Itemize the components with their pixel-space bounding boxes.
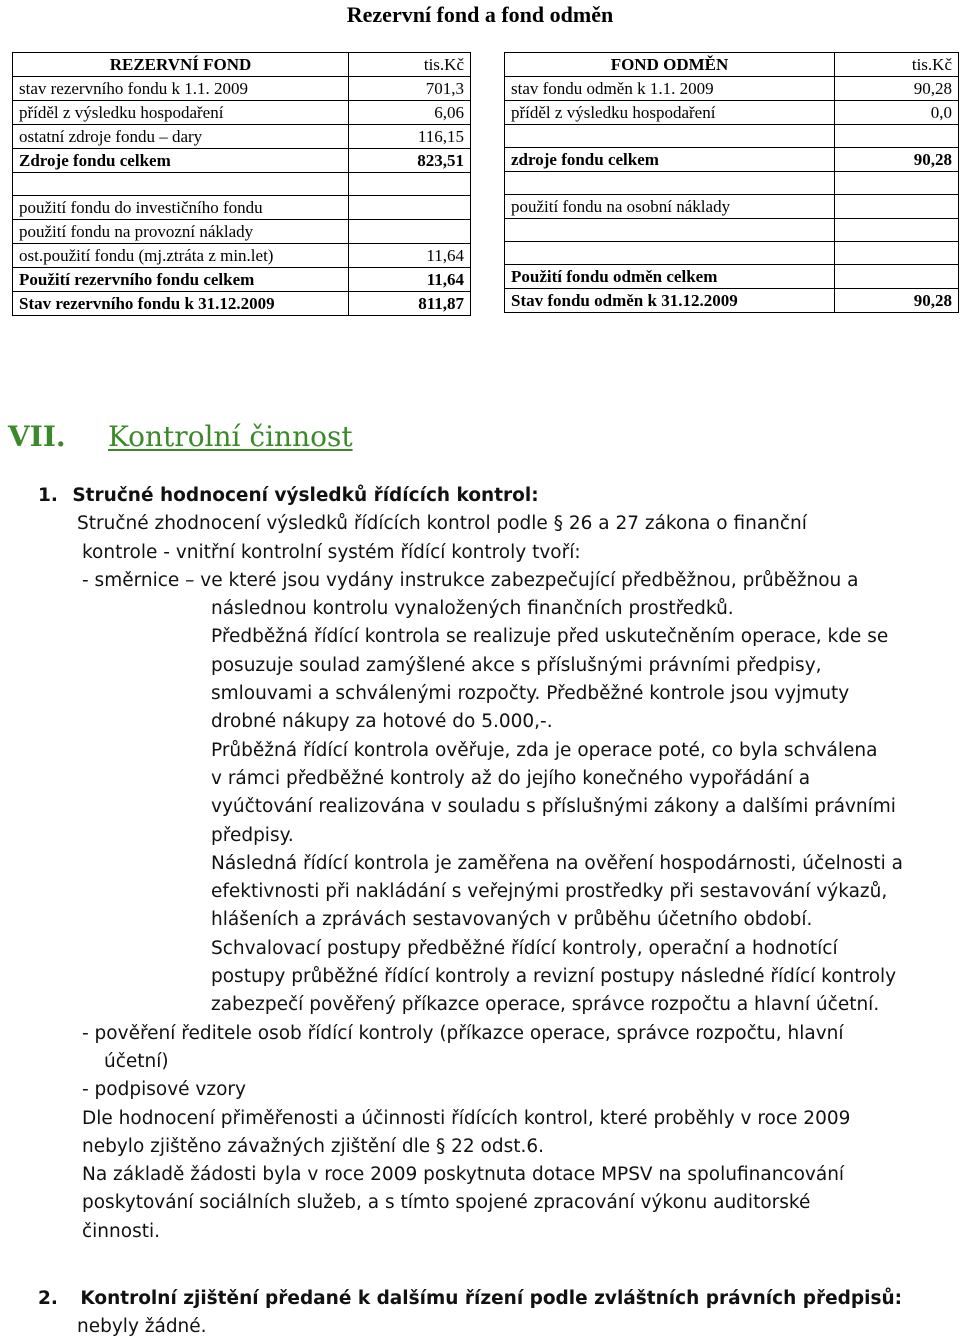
paragraph-line: efektivnosti při nakládání s veřejnými prostředky při sestavování výkazů, bbox=[211, 881, 888, 903]
row-label: Stav fondu odměn k 31.12.2009 bbox=[505, 289, 835, 313]
table-row bbox=[505, 77, 959, 101]
row-label: Použití rezervního fondu celkem bbox=[13, 268, 349, 292]
row-label: příděl z výsledku hospodaření bbox=[13, 101, 349, 125]
paragraph-line: Schvalovací postupy předběžné řídící kontroly, operační a hodnotící bbox=[211, 937, 838, 959]
row-label: ost.použití fondu (mj.ztráta z min.let) bbox=[13, 244, 349, 268]
table-row bbox=[13, 101, 471, 125]
subsection-2-heading bbox=[0, 1285, 960, 1313]
table-row bbox=[505, 289, 959, 313]
reserve-fund-table bbox=[12, 52, 471, 316]
table-row bbox=[505, 148, 959, 172]
paragraph-line: Následná řídící kontrola je zaměřena na ověření hospodárnosti, účelnosti a bbox=[211, 852, 904, 874]
row-value: 811,87 bbox=[349, 292, 471, 316]
row-value bbox=[349, 220, 471, 244]
paragraph-line: postupy průběžné řídící kontroly a revizní postupy následné řídící kontroly bbox=[211, 966, 897, 988]
table-row bbox=[13, 149, 471, 173]
row-label: příděl z výsledku hospodaření bbox=[505, 101, 835, 125]
row-value: 11,64 bbox=[349, 244, 471, 268]
paragraph-line: posuzuje soulad zamýšlené akce s příslušnými právními předpisy, bbox=[211, 654, 822, 676]
row-value: 701,3 bbox=[349, 77, 471, 101]
table-row-empty bbox=[505, 219, 959, 242]
row-value: 90,28 bbox=[835, 77, 959, 101]
row-value: 116,15 bbox=[349, 125, 471, 149]
control-activity-text bbox=[0, 482, 960, 1246]
table-row bbox=[13, 77, 471, 101]
unit-label: tis.Kč bbox=[349, 53, 471, 77]
paragraph-line: následnou kontrolu vynaložených finančních prostředků. bbox=[211, 598, 734, 620]
row-value bbox=[835, 195, 959, 219]
paragraph-line: Průběžná řídící kontrola ověřuje, zda je operace poté, co byla schválena bbox=[211, 739, 878, 761]
table-row bbox=[13, 244, 471, 268]
paragraph-line: v rámci předběžné kontroly až do jejího konečného vypořádání a bbox=[211, 767, 811, 789]
table-row-empty bbox=[505, 125, 959, 148]
unit-label: tis.Kč bbox=[835, 53, 959, 77]
paragraph-line: zabezpečí pověřený příkazce operace, správce rozpočtu a hlavní účetní. bbox=[211, 994, 880, 1016]
table-row bbox=[505, 265, 959, 289]
row-label: ostatní zdroje fondu – dary bbox=[13, 125, 349, 149]
section-number: VII. bbox=[8, 420, 66, 453]
paragraph-line: Stručné zhodnocení výsledků řídících kontrol podle § 26 a 27 zákona o finanční bbox=[77, 513, 807, 535]
table-row bbox=[13, 125, 471, 149]
row-label: stav fondu odměn k 1.1. 2009 bbox=[505, 77, 835, 101]
row-label: zdroje fondu celkem bbox=[505, 148, 835, 172]
list-item: - směrnice – ve které jsou vydány instrukce zabezpečující předběžnou, průběžnou a bbox=[82, 569, 859, 591]
paragraph-line: kontrole - vnitřní kontrolní systém řídící kontroly tvoří: bbox=[82, 541, 581, 563]
row-value: 90,28 bbox=[835, 148, 959, 172]
table-row bbox=[13, 196, 471, 220]
row-value: 6,06 bbox=[349, 101, 471, 125]
paragraph-line: Dle hodnocení přiměřenosti a účinnosti řídících kontrol, které proběhly v roce 2009 bbox=[82, 1107, 851, 1129]
table-row bbox=[13, 292, 471, 316]
table-row bbox=[13, 268, 471, 292]
row-label: stav rezervního fondu k 1.1. 2009 bbox=[13, 77, 349, 101]
rewards-fund-table bbox=[504, 52, 959, 313]
table-header-row bbox=[13, 53, 471, 77]
row-value: 0,0 bbox=[835, 101, 959, 125]
section-heading bbox=[8, 420, 353, 454]
paragraph-line: nebylo zjištěno závažných zjištění dle § 22 odst.6. bbox=[82, 1135, 545, 1157]
paragraph-line: hlášeních a zprávách sestavovaných v průběhu účetního období. bbox=[211, 909, 813, 931]
subsection-2 bbox=[0, 1285, 960, 1342]
row-value bbox=[349, 196, 471, 220]
rewards-fund-header: FOND ODMĚN bbox=[505, 53, 835, 77]
paragraph-line: Na základě žádosti byla v roce 2009 poskytnuta dotace MPSV na spolufinancování bbox=[82, 1164, 845, 1186]
subsection-2-text: nebyly žádné. bbox=[77, 1316, 207, 1338]
subsection-number: 1. bbox=[38, 485, 58, 506]
row-label: Stav rezervního fondu k 31.12.2009 bbox=[13, 292, 349, 316]
list-item: - pověření ředitele osob řídící kontroly (příkazce operace, správce rozpočtu, hlavní bbox=[82, 1022, 844, 1044]
table-row-empty bbox=[13, 173, 471, 196]
paragraph-line: předpisy. bbox=[211, 824, 294, 846]
paragraph-line: drobné nákupy za hotové do 5.000,-. bbox=[211, 711, 553, 733]
row-label: Použití fondu odměn celkem bbox=[505, 265, 835, 289]
table-row-empty bbox=[505, 242, 959, 265]
row-label: použití fondu na osobní náklady bbox=[505, 195, 835, 219]
subsection-1-heading bbox=[0, 482, 960, 510]
row-value: 823,51 bbox=[349, 149, 471, 173]
paragraph-line: Předběžná řídící kontrola se realizuje před uskutečněním operace, kde se bbox=[211, 626, 889, 648]
table-header-row bbox=[505, 53, 959, 77]
row-label: použití fondu na provozní náklady bbox=[13, 220, 349, 244]
paragraph-line: činnosti. bbox=[82, 1220, 160, 1242]
paragraph-line: účetní) bbox=[104, 1050, 169, 1072]
paragraph-line: smlouvami a schválenými rozpočty. Předběžné kontrole jsou vyjmuty bbox=[211, 683, 850, 705]
reserve-fund-header: REZERVNÍ FOND bbox=[13, 53, 349, 77]
subsection-number: 2. bbox=[38, 1288, 58, 1309]
subsection-title: Kontrolní zjištění předané k dalšímu řízení podle zvláštních právních předpisů: bbox=[80, 1288, 903, 1309]
row-value: 90,28 bbox=[835, 289, 959, 313]
table-row bbox=[505, 195, 959, 219]
table-row bbox=[13, 220, 471, 244]
section-title: Kontrolní činnost bbox=[108, 420, 353, 453]
paragraph-line: vyúčtování realizována v souladu s příslušnými zákony a dalšími právními bbox=[211, 796, 896, 818]
page-title: Rezervní fond a fond odměn bbox=[346, 2, 614, 27]
subsection-title: Stručné hodnocení výsledků řídících kontrol: bbox=[72, 485, 539, 506]
row-label: Zdroje fondu celkem bbox=[13, 149, 349, 173]
row-label: použití fondu do investičního fondu bbox=[13, 196, 349, 220]
paragraph-line: poskytování sociálních služeb, a s tímto spojené zpracování výkonu auditorské bbox=[82, 1192, 811, 1214]
table-row-empty bbox=[505, 172, 959, 195]
row-value: 11,64 bbox=[349, 268, 471, 292]
row-value bbox=[835, 265, 959, 289]
list-item: - podpisové vzory bbox=[82, 1079, 246, 1101]
table-row bbox=[505, 101, 959, 125]
